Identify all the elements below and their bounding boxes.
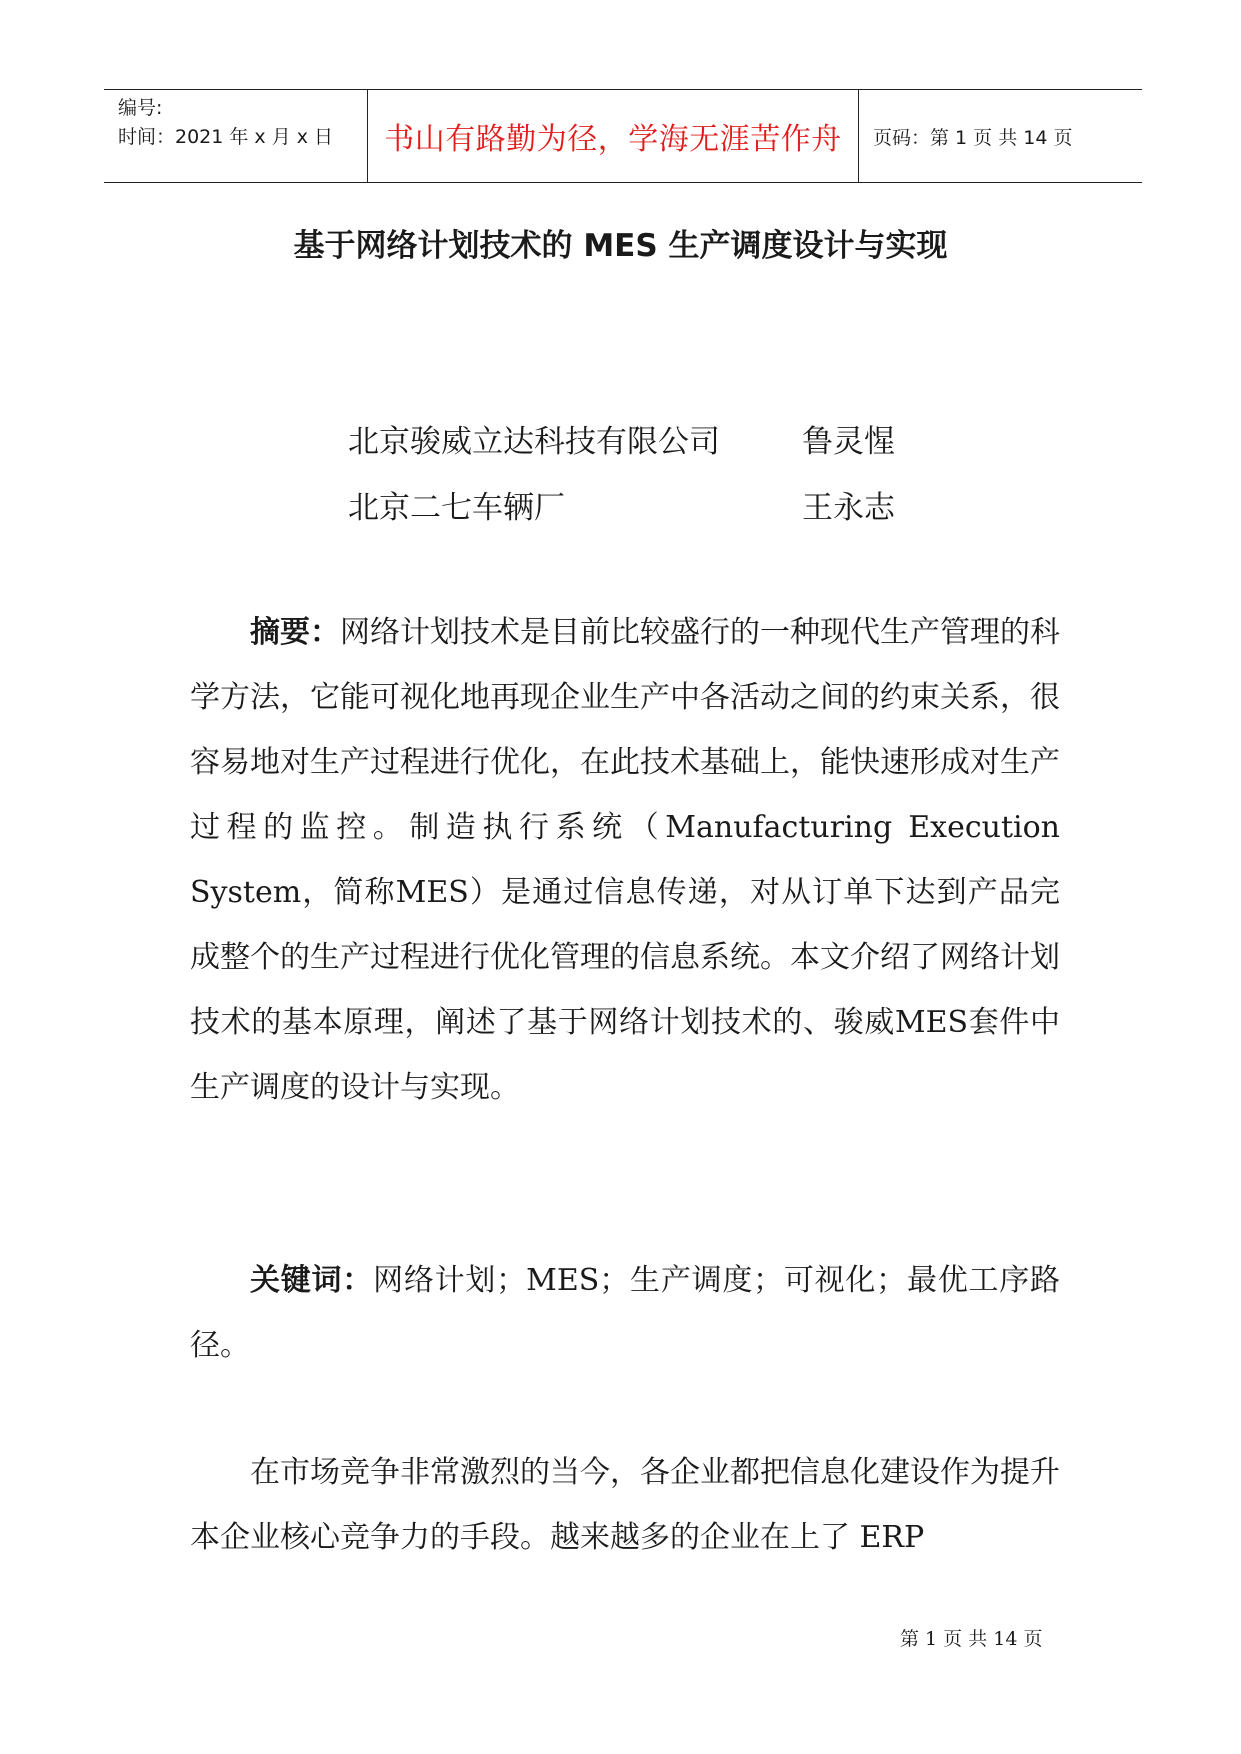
abstract-paragraph <box>190 600 1060 1120</box>
author-name-1: 鲁灵惺 <box>802 424 895 460</box>
abstract-label: 摘要： <box>250 615 340 650</box>
header-table <box>104 89 1142 183</box>
author-org-1: 北京骏威立达科技有限公司 <box>348 424 720 460</box>
number-label: 编号: <box>118 97 163 119</box>
page-footer: 第 1 页 共 14 页 <box>900 1628 1043 1650</box>
abstract-text: 网络计划技术是目前比较盛行的一种现代生产管理的科学方法，它能可视化地再现企业生产中各活动之间的约束关系，很容易地对生产过程进行优化，在此技术基础上，能快速形成对生产过程的监控。制造执行系统（Manufacturing Execution System，简称MES）是通过信息传递，对从订单下达到产品完成整个的生产过程进行优化管理的信息系统。本文介绍了网络计划技术的基本原理，阐述了基于网络计划技术的、骏威MES套件中生产调度的设计与实现。 <box>190 615 1060 1105</box>
page-label: 页码：第 1 页 共 14 页 <box>873 126 1073 149</box>
header-middle-cell <box>368 90 859 182</box>
keywords-text: 网络计划；MES；生产调度；可视化；最优工序路径。 <box>190 1263 1060 1363</box>
time-label: 时间：2021 年 x 月 x 日 <box>118 126 334 148</box>
header-left-cell <box>104 90 368 182</box>
author-name-2: 王永志 <box>802 490 895 526</box>
keywords-paragraph <box>190 1248 1060 1378</box>
header-right-cell <box>859 90 1142 182</box>
author-org-2: 北京二七车辆厂 <box>348 490 565 526</box>
keywords-label: 关键词： <box>250 1263 374 1298</box>
body-paragraph: 在市场竞争非常激烈的当今，各企业都把信息化建设作为提升本企业核心竞争力的手段。越来越多的企业在上了 ERP <box>190 1455 1060 1555</box>
motto-text: 书山有路勤为径，学海无涯苦作舟 <box>384 122 842 157</box>
document-title: 基于网络计划技术的 MES 生产调度设计与实现 <box>293 228 948 264</box>
